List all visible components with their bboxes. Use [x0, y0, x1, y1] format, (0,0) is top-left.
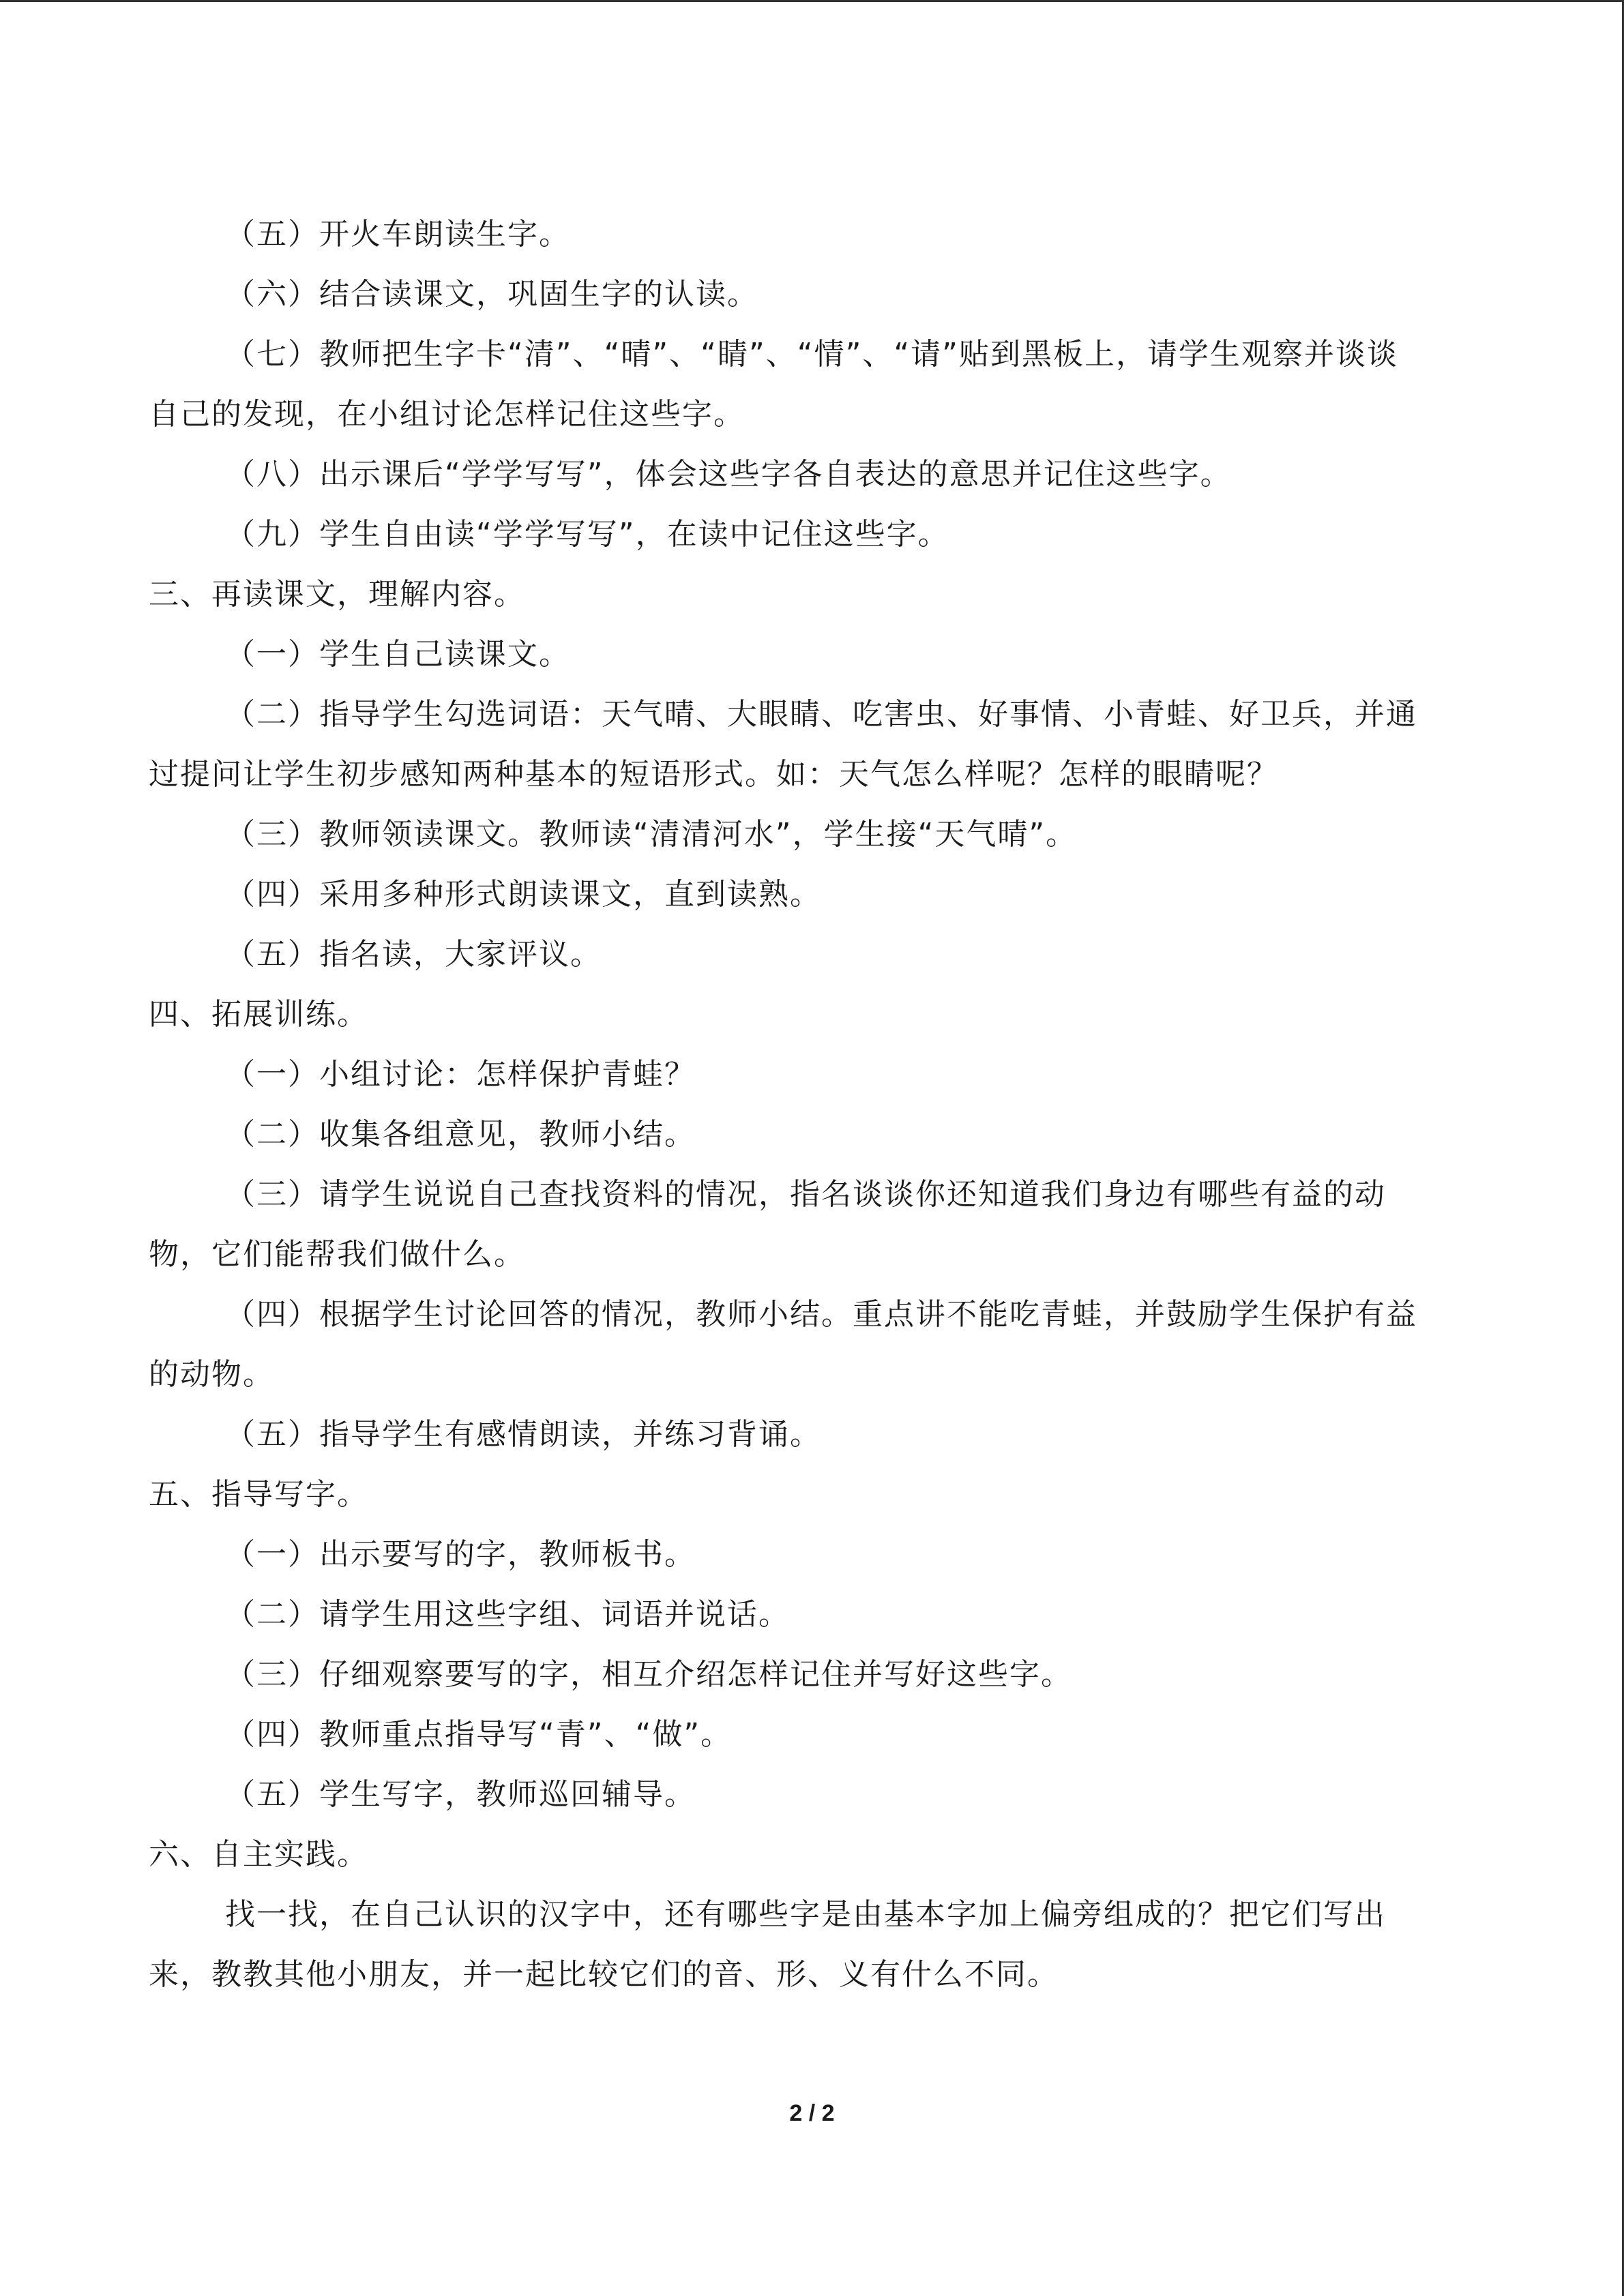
paragraph-line: （九）学生自由读“学学写写”，在读中记住这些字。 [225, 517, 949, 552]
paragraph-line: （三）仔细观察要写的字，相互介绍怎样记住并写好这些字。 [225, 1657, 1072, 1692]
paragraph-line: （四）根据学生讨论回答的情况，教师小结。重点讲不能吃青蛙，并鼓励学生保护有益 [225, 1297, 1417, 1332]
paragraph-line: （一）出示要写的字，教师板书。 [225, 1537, 696, 1572]
paragraph-line: （一）学生自己读课文。 [225, 637, 570, 672]
paragraph-line: （一）小组讨论：怎样保护青蛙？ [225, 1057, 696, 1092]
paragraph-line: （五）开火车朗读生字。 [225, 217, 570, 252]
paragraph-line: 物，它们能帮我们做什么。 [149, 1237, 525, 1272]
section-heading: 五、指导写字。 [149, 1477, 368, 1512]
paragraph-line: （四）教师重点指导写“青”、“做”。 [225, 1717, 733, 1752]
paragraph-line: （七）教师把生字卡“清”、“晴”、“睛”、“情”、“请”贴到黑板上，请学生观察并谈谈 [225, 337, 1398, 372]
paragraph-line: （三）教师领读课文。教师读“清清河水”，学生接“天气晴”。 [225, 817, 1078, 852]
paragraph-line: 自己的发现，在小组讨论怎样记住这些字。 [149, 397, 745, 432]
paragraph-line: （八）出示课后“学学写写”，体会这些字各自表达的意思并记住这些字。 [225, 457, 1232, 492]
paragraph-line: （二）请学生用这些字组、词语并说话。 [225, 1597, 790, 1632]
section-heading: 三、再读课文，理解内容。 [149, 577, 525, 612]
page-number: 2 / 2 [789, 2100, 835, 2126]
paragraph-line: （五）指名读，大家评议。 [225, 937, 602, 972]
paragraph-line: （三）请学生说说自己查找资料的情况，指名谈谈你还知道我们身边有哪些有益的动 [225, 1177, 1386, 1212]
paragraph-line: （二）收集各组意见，教师小结。 [225, 1117, 696, 1152]
paragraph-line: 过提问让学生初步感知两种基本的短语形式。如：天气怎么样呢？怎样的眼睛呢？ [149, 757, 1278, 792]
paragraph-line: （五）指导学生有感情朗读，并练习背诵。 [225, 1417, 821, 1452]
paragraph-line: 的动物。 [149, 1357, 274, 1392]
paragraph-line: （四）采用多种形式朗读课文，直到读熟。 [225, 877, 821, 912]
paragraph-line: （六）结合读课文，巩固生字的认读。 [225, 277, 758, 312]
paragraph-line: （五）学生写字，教师巡回辅导。 [225, 1777, 696, 1812]
document-body [149, 205, 1465, 2005]
section-heading: 四、拓展训练。 [149, 997, 368, 1032]
paragraph-line: 找一找，在自己认识的汉字中，还有哪些字是由基本字加上偏旁组成的？把它们写出 [225, 1897, 1386, 1932]
section-heading: 六、自主实践。 [149, 1837, 368, 1872]
paragraph-line: （二）指导学生勾选词语：天气晴、大眼睛、吃害虫、好事情、小青蛙、好卫兵，并通 [225, 697, 1417, 732]
paragraph-line: 来，教教其他小朋友，并一起比较它们的音、形、义有什么不同。 [149, 1957, 1059, 1992]
page-border-top [0, 0, 1624, 2]
